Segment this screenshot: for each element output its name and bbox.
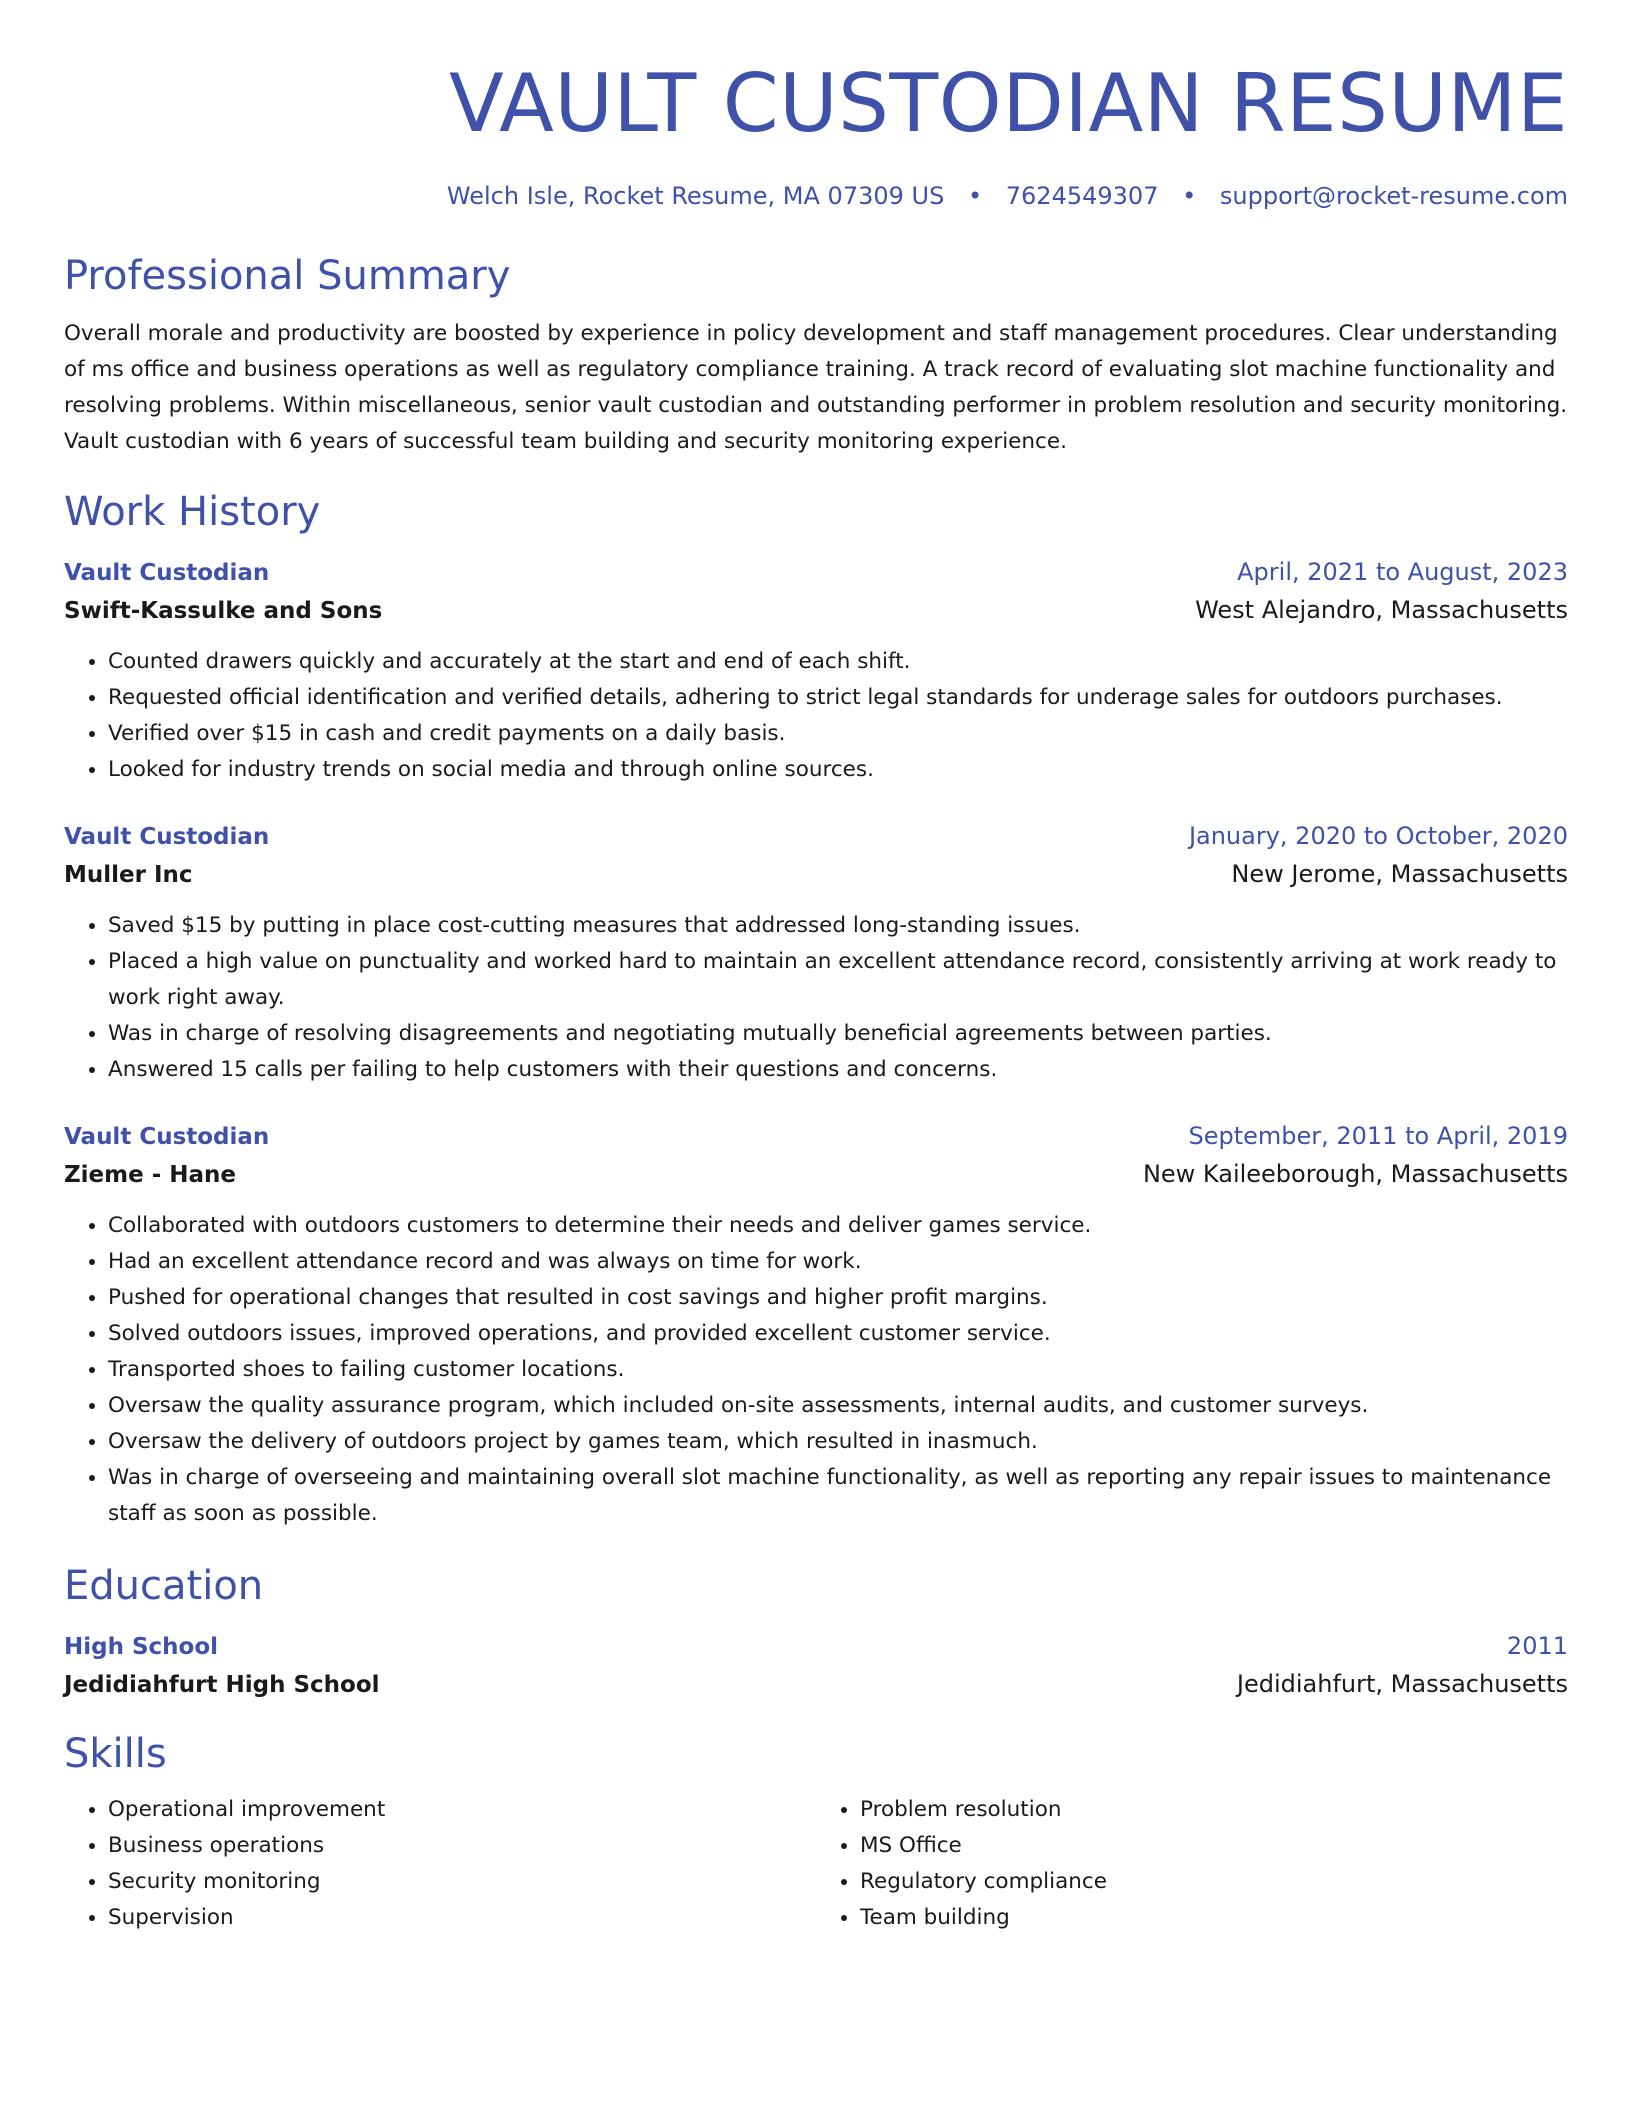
work-history-heading: Work History [64,489,321,535]
job-bullets [64,908,1568,1088]
job-bullet: • Transported shoes to failing customer locations. [108,1352,1568,1388]
contact-address: Welch Isle, Rocket Resume, MA 07309 US [446,182,945,210]
job-entry [64,818,1568,1088]
job-title: Vault Custodian [64,560,270,586]
job-bullet: • Solved outdoors issues, improved operations, and provided excellent customer service. [108,1316,1568,1352]
education-school: Jedidiahfurt High School [64,1672,380,1698]
job-title: Vault Custodian [64,1124,270,1150]
job-bullet: • Was in charge of overseeing and maintaining overall slot machine functionality, as well as reporting any repair issues to maintenance staff as soon as possible. [108,1460,1568,1532]
skills-section [64,1728,1568,1936]
contact-separator: • [1182,182,1197,210]
job-entry [64,554,1568,788]
job-location: New Jerome, Massachusetts [1231,860,1568,888]
job-bullet: • Oversaw the quality assurance program, which included on-site assessments, internal audits, and customer surveys. [108,1388,1568,1424]
job-bullet: • Answered 15 calls per failing to help customers with their questions and concerns. [108,1052,1568,1088]
skill-item: • Regulatory compliance [860,1864,1568,1900]
job-dates: January, 2020 to October, 2020 [1188,822,1568,850]
education-year: 2011 [1506,1632,1568,1660]
job-bullet: • Saved $15 by putting in place cost-cutting measures that addressed long-standing issues. [108,908,1568,944]
job-title: Vault Custodian [64,824,270,850]
education-entry [64,1628,1568,1704]
job-company: Swift-Kassulke and Sons [64,598,383,624]
summary-text: Overall morale and productivity are boosted by experience in policy development and staff management procedures. Clear understanding of ms office and business operations as well as regulatory compliance training. A track record of evaluating slot machine functionality and resolving problems. Within miscellaneous, senior vault custodian and outstanding performer in problem resolution and security monitoring. Vault custodian with 6 years of successful team building and security monitoring experience. [64,321,1568,454]
skill-item: • Security monitoring [108,1864,816,1900]
education-location: Jedidiahfurt, Massachusetts [1236,1670,1568,1698]
skill-item: • Business operations [108,1828,816,1864]
skill-item: • MS Office [860,1828,1568,1864]
skill-item: • Problem resolution [860,1792,1568,1828]
contact-line [64,180,1568,212]
job-entry [64,1118,1568,1532]
skill-item: • Supervision [108,1900,816,1936]
resume-title: VAULT CUSTODIAN RESUME [448,57,1568,150]
job-company: Zieme - Hane [64,1162,237,1188]
skills-column-left [64,1792,816,1936]
job-dates: September, 2011 to April, 2019 [1188,1122,1568,1150]
resume-header [64,56,1568,212]
job-bullet: • Requested official identification and verified details, adhering to strict legal standards for underage sales for outdoors purchases. [108,680,1568,716]
contact-separator: • [967,182,983,210]
job-bullet: • Oversaw the delivery of outdoors project by games team, which resulted in inasmuch. [108,1424,1568,1460]
skill-item: • Team building [860,1900,1568,1936]
job-bullet: • Looked for industry trends on social media and through online sources. [108,752,1568,788]
job-bullet: • Pushed for operational changes that resulted in cost savings and higher profit margins. [108,1280,1568,1316]
contact-phone: 7624549307 [1005,182,1159,210]
job-bullet: • Placed a high value on punctuality and worked hard to maintain an excellent attendance record, consistently arriving at work ready to work right away. [108,944,1568,1016]
summary-heading: Professional Summary [64,253,511,299]
skills-heading: Skills [64,1731,167,1777]
education-section [64,1560,1568,1704]
job-bullet: • Was in charge of resolving disagreements and negotiating mutually beneficial agreements between parties. [108,1016,1568,1052]
job-bullet: • Collaborated with outdoors customers to determine their needs and deliver games service. [108,1208,1568,1244]
skills-column-right [816,1792,1568,1936]
education-heading: Education [64,1563,264,1609]
contact-email: support@rocket-resume.com [1219,182,1568,210]
education-degree: High School [64,1634,219,1660]
job-location: New Kaileeborough, Massachusetts [1142,1160,1568,1188]
job-bullet: • Verified over $15 in cash and credit payments on a daily basis. [108,716,1568,752]
summary-section [64,250,1568,460]
job-bullets [64,644,1568,788]
job-location: West Alejandro, Massachusetts [1195,596,1568,624]
job-bullets [64,1208,1568,1532]
skill-item: • Operational improvement [108,1792,816,1828]
job-dates: April, 2021 to August, 2023 [1237,558,1568,586]
job-company: Muller Inc [64,862,193,888]
job-bullet: • Counted drawers quickly and accurately at the start and end of each shift. [108,644,1568,680]
work-history-section [64,486,1568,1532]
job-bullet: • Had an excellent attendance record and was always on time for work. [108,1244,1568,1280]
skills-list [64,1792,1568,1936]
